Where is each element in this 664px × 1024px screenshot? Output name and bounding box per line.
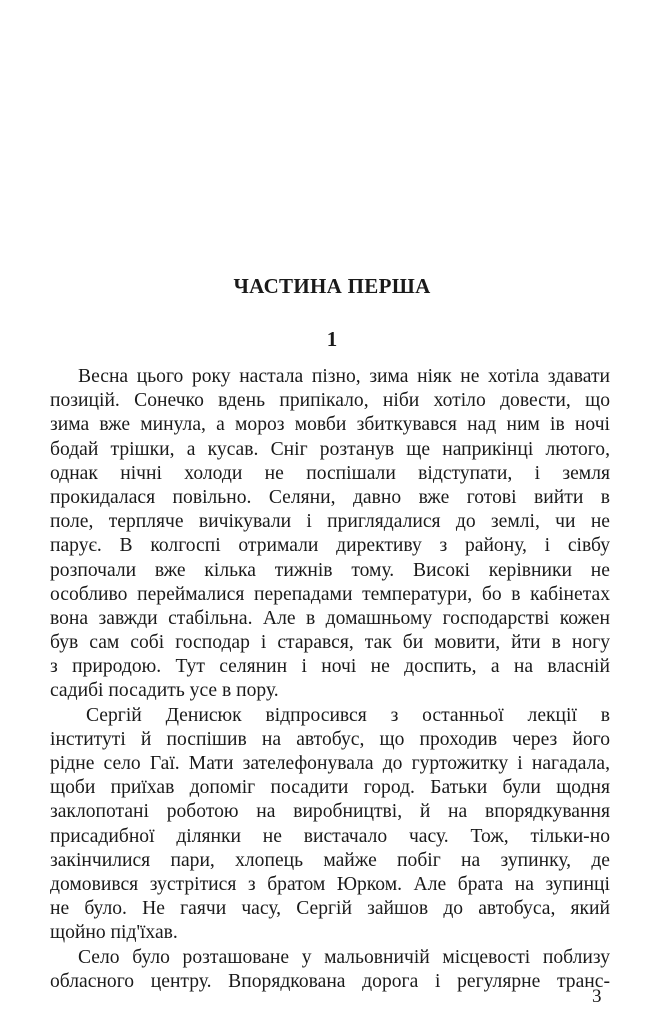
chapter-number: 1 [326,327,338,351]
text-line: поле, терпляче вичікували і приглядалися до землі, чи не [50,511,610,533]
text-line: парує. В колгоспі отримали директиву з району, і сівбу [50,535,610,557]
text-line: щоби приїхав допоміг посадити город. Батьки були щодня [50,777,610,799]
text-line: однак нічні холоди не поспішали відступати, і земля [50,462,610,484]
text-line: бодай трішки, а кусав. Сніг розтанув ще наприкінці лютого, [50,438,610,460]
text-line: садибі посадить усе в пору. [50,680,279,702]
text-line: позицій. Сонечко вдень припікало, ніби хотіло довести, що [50,390,610,412]
text-line: Сергій Денисюк відпросився з останньої лекції в [86,704,610,726]
text-line: не було. Не гаячи часу, Сергій зайшов до автобуса, який [50,898,610,920]
text-line: був сам собі господар і старався, так би мовити, йти в ногу [50,632,610,654]
body-text [50,365,610,994]
text-line: особливо переймалися перепадами температури, бо в кабінетах [50,583,610,605]
text-line: розпочали вже кілька тижнів тому. Високі керівники не [50,559,610,581]
text-line: рідне село Гаї. Мати зателефонувала до гуртожитку і нагадала, [50,753,610,774]
text-line: закінчилися пари, хлопець майже побіг на зупинку, де [50,849,610,871]
text-line: зима вже минула, а мороз мовби збиткувався над ним ів ночі [50,414,610,436]
part-title: ЧАСТИНА ПЕРША [233,274,431,298]
text-line: з природою. Тут селянин і ночі не доспить, а на власній [50,656,610,678]
text-line: домовився зустрітися з братом Юрком. Але брата на зупинці [50,873,610,895]
text-line: Село було розташоване у мальовничій місцевості поблизу [78,946,610,968]
text-line: інституті й поспішив на автобус, що проходив через його [50,728,610,750]
text-line: вона завжди стабільна. Але в домашньому господарстві кожен [50,607,610,629]
text-line: присадибної ділянки не вистачало часу. Тож, тільки-но [50,825,610,847]
text-line: прокидалася повільно. Селяни, давно вже готові вийти в [50,486,610,508]
text-line: щойно під'їхав. [50,922,178,944]
text-line: заклопотані роботою на виробництві, й на впорядкування [50,801,610,823]
text-line: обласного центру. Впорядкована дорога і регулярне транс- [50,970,610,992]
page-number: 3 [592,986,602,1007]
text-line: Весна цього року настала пізно, зима ніяк не хотіла здавати [78,366,610,387]
